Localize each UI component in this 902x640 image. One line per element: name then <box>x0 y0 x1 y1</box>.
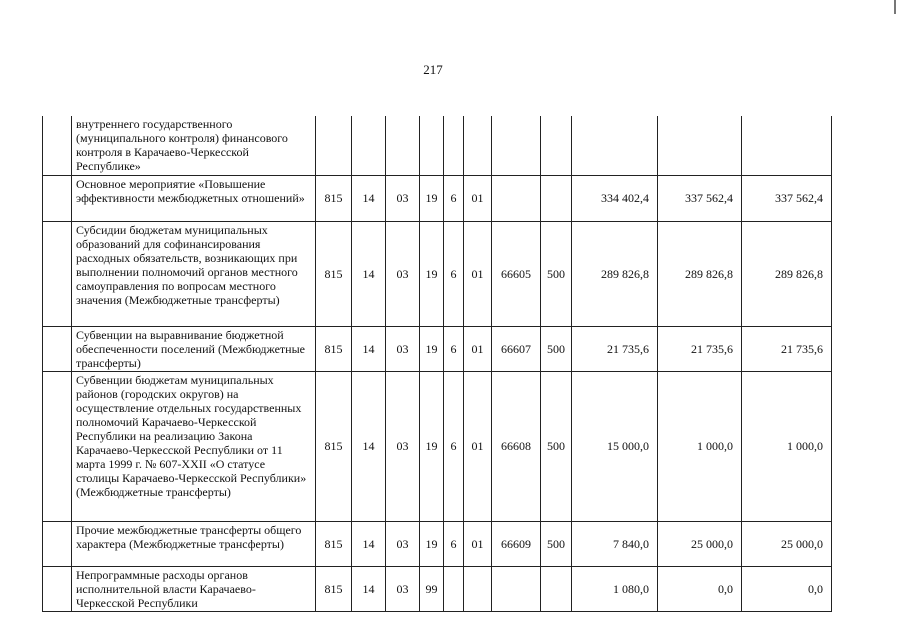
amount-year-1: 334 402,4 <box>572 175 658 221</box>
amount-year-2: 337 562,4 <box>658 175 742 221</box>
code-expense-type: 500 <box>541 521 572 566</box>
code-direction <box>492 116 541 175</box>
index-cell <box>43 371 72 521</box>
code-section: 14 <box>352 175 386 221</box>
amount-year-2: 289 826,8 <box>658 221 742 326</box>
row-name: внутреннего государственного (муниципального контроля) финансового контроля в Карачаево-Черкесской Республике» <box>72 116 316 175</box>
code-direction: 66608 <box>492 371 541 521</box>
row-name: Основное мероприятие «Повышение эффективности межбюджетных отношений» <box>72 175 316 221</box>
code-program: 99 <box>420 566 444 611</box>
code-ministry: 815 <box>316 371 352 521</box>
code-subsection: 03 <box>386 566 420 611</box>
amount-year-2: 25 000,0 <box>658 521 742 566</box>
code-expense-type: 500 <box>541 326 572 371</box>
code-subsection: 03 <box>386 371 420 521</box>
code-expense-type: 500 <box>541 371 572 521</box>
code-program <box>420 116 444 175</box>
code-direction: 66607 <box>492 326 541 371</box>
code-subprogram: 6 <box>444 221 464 326</box>
table-row <box>43 326 832 371</box>
code-subprogram: 6 <box>444 326 464 371</box>
code-ministry: 815 <box>316 221 352 326</box>
amount-year-1: 15 000,0 <box>572 371 658 521</box>
amount-year-3 <box>742 116 832 175</box>
code-event: 01 <box>464 371 492 521</box>
amount-year-2: 21 735,6 <box>658 326 742 371</box>
code-subprogram <box>444 116 464 175</box>
code-program: 19 <box>420 175 444 221</box>
code-subprogram: 6 <box>444 521 464 566</box>
code-subprogram: 6 <box>444 371 464 521</box>
amount-year-1: 1 080,0 <box>572 566 658 611</box>
code-ministry: 815 <box>316 566 352 611</box>
index-cell <box>43 521 72 566</box>
code-program: 19 <box>420 221 444 326</box>
amount-year-1: 21 735,6 <box>572 326 658 371</box>
row-name: Прочие межбюджетные трансферты общего характера (Межбюджетные трансферты) <box>72 521 316 566</box>
amount-year-3: 289 826,8 <box>742 221 832 326</box>
table-row <box>43 221 832 326</box>
amount-year-1: 7 840,0 <box>572 521 658 566</box>
amount-year-2: 1 000,0 <box>658 371 742 521</box>
row-name: Субсидии бюджетам муниципальных образований для софинансирования расходных обязательств, возникающих при выполнении полномочий органов местного самоуправления по вопросам местного значения (Межбюджетные трансферты) <box>72 221 316 326</box>
scan-edge-mark <box>894 0 896 14</box>
page-number: 217 <box>423 62 443 77</box>
code-subprogram <box>444 566 464 611</box>
row-name: Субвенции на выравнивание бюджетной обеспеченности поселений (Межбюджетные трансферты) <box>72 326 316 371</box>
code-direction: 66605 <box>492 221 541 326</box>
row-name: Субвенции бюджетам муниципальных районов (городских округов) на осуществление отдельных государственных полномочий Карачаево-Черкесской Республики на реализацию Закона Карачаево-Черкесской Республики от 11 марта 1999 г. № 607-XXII «О статусе столицы Карачаево-Черкесской Республики» (Межбюджетные трансферты) <box>72 371 316 521</box>
code-subsection: 03 <box>386 326 420 371</box>
code-event: 01 <box>464 521 492 566</box>
code-section: 14 <box>352 221 386 326</box>
table-row <box>43 175 832 221</box>
index-cell <box>43 175 72 221</box>
code-direction <box>492 566 541 611</box>
code-section: 14 <box>352 371 386 521</box>
amount-year-3: 21 735,6 <box>742 326 832 371</box>
table-row <box>43 116 832 175</box>
code-event: 01 <box>464 326 492 371</box>
code-subsection: 03 <box>386 221 420 326</box>
amount-year-3: 337 562,4 <box>742 175 832 221</box>
index-cell <box>43 326 72 371</box>
code-program: 19 <box>420 371 444 521</box>
code-ministry <box>316 116 352 175</box>
code-section: 14 <box>352 326 386 371</box>
code-expense-type <box>541 116 572 175</box>
amount-year-1 <box>572 116 658 175</box>
code-expense-type <box>541 566 572 611</box>
code-subprogram: 6 <box>444 175 464 221</box>
budget-table <box>42 116 832 612</box>
code-direction <box>492 175 541 221</box>
code-subsection: 03 <box>386 175 420 221</box>
code-direction: 66609 <box>492 521 541 566</box>
amount-year-1: 289 826,8 <box>572 221 658 326</box>
code-subsection <box>386 116 420 175</box>
table-row <box>43 521 832 566</box>
index-cell <box>43 221 72 326</box>
code-event <box>464 116 492 175</box>
index-cell <box>43 116 72 175</box>
table-row <box>43 371 832 521</box>
code-ministry: 815 <box>316 175 352 221</box>
amount-year-2 <box>658 116 742 175</box>
amount-year-2: 0,0 <box>658 566 742 611</box>
index-cell <box>43 566 72 611</box>
code-ministry: 815 <box>316 326 352 371</box>
code-program: 19 <box>420 326 444 371</box>
amount-year-3: 0,0 <box>742 566 832 611</box>
code-section: 14 <box>352 521 386 566</box>
code-event: 01 <box>464 175 492 221</box>
code-event <box>464 566 492 611</box>
row-name: Непрограммные расходы органов исполнительной власти Карачаево-Черкесской Республики <box>72 566 316 611</box>
code-ministry: 815 <box>316 521 352 566</box>
code-expense-type <box>541 175 572 221</box>
amount-year-3: 1 000,0 <box>742 371 832 521</box>
code-program: 19 <box>420 521 444 566</box>
amount-year-3: 25 000,0 <box>742 521 832 566</box>
code-expense-type: 500 <box>541 221 572 326</box>
code-section <box>352 116 386 175</box>
code-event: 01 <box>464 221 492 326</box>
table-row <box>43 566 832 611</box>
code-subsection: 03 <box>386 521 420 566</box>
code-section: 14 <box>352 566 386 611</box>
